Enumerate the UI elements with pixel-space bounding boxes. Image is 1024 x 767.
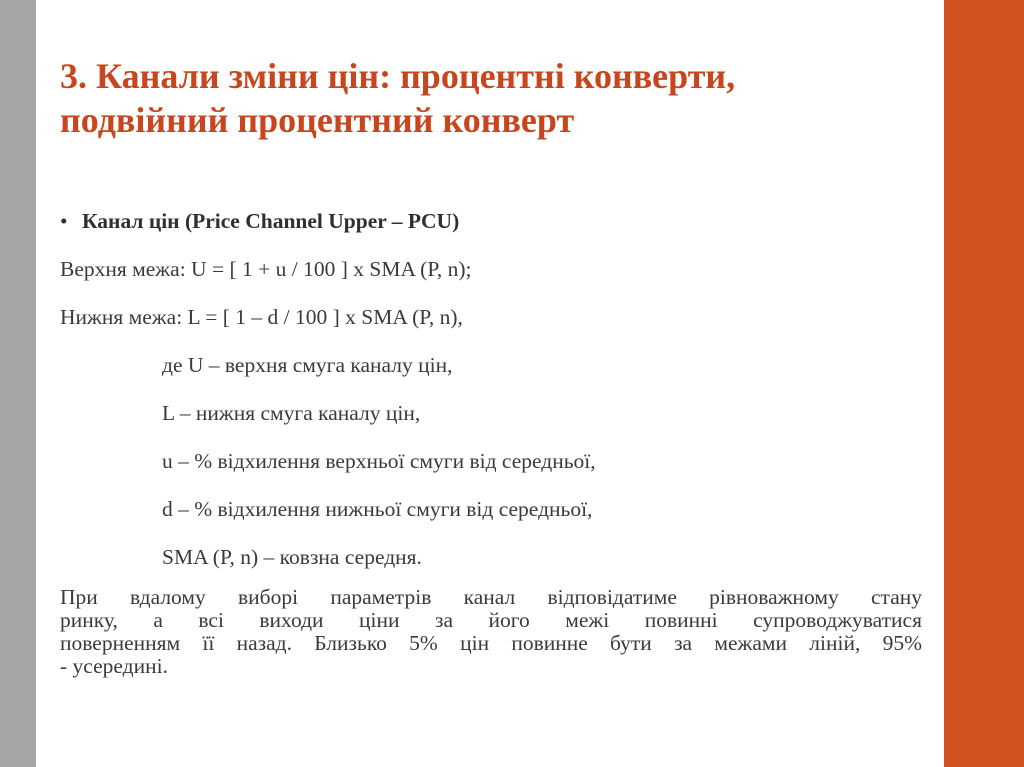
definition-d-deviation: d – % відхилення нижньої смуги від середньої, — [162, 497, 593, 521]
paragraph-line-4: - усередині. — [60, 654, 168, 678]
upper-bound-formula: Верхня межа: U = [ 1 + u / 100 ] x SMA (P, n); — [60, 257, 472, 281]
definition-u-deviation: u – % відхилення верхньої смуги від середньої, — [162, 449, 596, 473]
bullet-dot-icon: • — [60, 209, 68, 233]
slide-title — [60, 54, 930, 142]
title-line-1: 3. Канали зміни цін: процентні конверти, — [60, 56, 736, 96]
paragraph-line-3: поверненням її назад. Близько 5% цін повинне бути за межами ліній, 95% — [60, 631, 922, 655]
definition-sma: SMA (P, n) – ковзна середня. — [162, 545, 422, 569]
paragraph-line-1: При вдалому виборі параметрів канал відповідатиме рівноважному стану — [60, 585, 922, 609]
summary-paragraph — [60, 586, 922, 678]
left-decorative-bar — [0, 0, 36, 767]
lower-bound-formula: Нижня межа: L = [ 1 – d / 100 ] x SMA (P, n), — [60, 305, 463, 329]
bullet-heading — [60, 197, 922, 245]
bullet-heading-text: Канал цін (Price Channel Upper – PCU) — [82, 209, 460, 233]
title-line-2: подвійний процентний конверт — [60, 100, 575, 140]
slide-content — [60, 197, 922, 678]
right-accent-band — [944, 0, 1024, 767]
paragraph-line-2: ринку, а всі виходи ціни за його межі повинні супроводжуватися — [60, 608, 922, 632]
definition-lower-band: L – нижня смуга каналу цін, — [162, 401, 421, 425]
definition-upper-band: де U – верхня смуга каналу цін, — [162, 353, 453, 377]
